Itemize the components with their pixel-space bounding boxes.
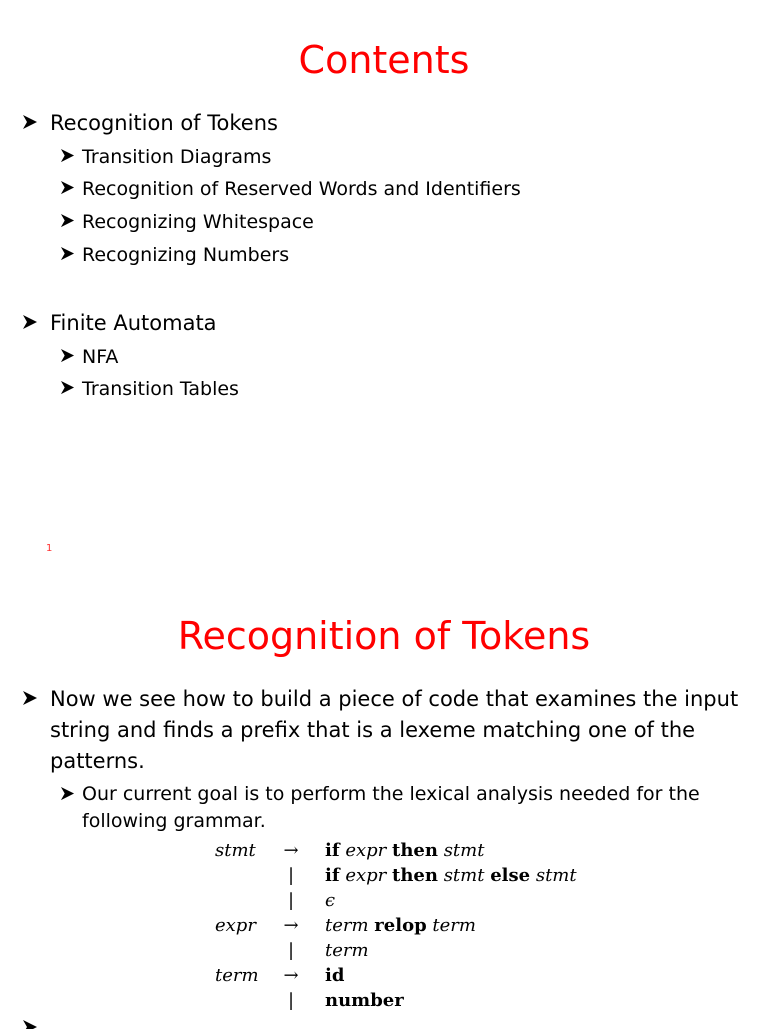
slide1-title: Contents [298, 38, 470, 82]
grammar-bar: | [287, 990, 295, 1011]
grammar-nonterminal: term [325, 940, 369, 961]
grammar-nonterminal: expr [345, 865, 387, 886]
grammar-arrow: → [283, 840, 299, 861]
arrow-bullet-icon [60, 246, 82, 261]
grammar-nonterminal: stmt [443, 840, 485, 861]
grammar-row [205, 865, 605, 890]
sub-bullet [60, 241, 289, 269]
section-label: Recognition of Tokens [50, 111, 278, 135]
arrow-bullet-icon [60, 213, 82, 228]
grammar-lhs: expr [215, 915, 256, 936]
arrow-bullet-icon [60, 180, 82, 195]
grammar-arrow: → [283, 965, 299, 986]
grammar-keyword: number [325, 990, 404, 1011]
grammar-rhs [325, 940, 369, 961]
grammar-keyword: then [392, 865, 438, 886]
grammar-keyword: then [392, 840, 438, 861]
grammar-bar: | [287, 890, 295, 911]
sub-bullet [60, 143, 271, 171]
sub-item-label: Recognizing Numbers [82, 244, 290, 266]
grammar-lhs: term [215, 965, 259, 986]
arrow-bullet-icon [22, 114, 50, 130]
grammar-keyword: if [325, 840, 340, 861]
grammar-keyword: relop [374, 915, 427, 936]
sub-bullet [60, 343, 118, 371]
arrow-bullet-icon [60, 348, 82, 363]
grammar-row [205, 965, 605, 990]
grammar-keyword: if [325, 865, 340, 886]
grammar-rhs [325, 840, 484, 861]
sub-bullet [60, 375, 239, 403]
grammar-row [205, 890, 605, 915]
grammar-arrow: → [283, 915, 299, 936]
grammar-rhs [325, 990, 404, 1011]
grammar-nonterminal: ϵ [325, 890, 336, 911]
sub-item-label: Recognition of Reserved Words and Identifiers [82, 178, 521, 200]
arrow-bullet-icon [60, 786, 82, 801]
arrow-bullet-icon [60, 148, 82, 163]
paragraph-line: string and finds a prefix that is a lexeme matching one of the [50, 718, 696, 742]
paragraph-text [50, 684, 738, 777]
section-label: Finite Automata [50, 311, 217, 335]
grammar-nonterminal: stmt [443, 865, 485, 886]
grammar-nonterminal: term [432, 915, 476, 936]
grammar-rhs [325, 890, 335, 911]
paragraph-line: patterns. [50, 749, 145, 773]
page-number: 1 [46, 543, 53, 554]
grammar-rhs [325, 915, 476, 936]
grammar-rhs [325, 965, 344, 986]
paragraph-bullet [22, 684, 738, 777]
grammar-row [205, 990, 605, 1015]
section-bullet [22, 308, 217, 339]
paragraph-line: Our current goal is to perform the lexical analysis needed for the [82, 783, 700, 805]
sub-bullet [60, 175, 521, 203]
arrow-bullet-icon [22, 314, 50, 330]
grammar-keyword: else [490, 865, 531, 886]
paragraph-line: Now we see how to build a piece of code that examines the input [50, 687, 739, 711]
grammar-keyword: id [325, 965, 345, 986]
grammar-nonterminal: stmt [535, 865, 577, 886]
paragraph-line: following grammar. [82, 810, 266, 832]
arrow-bullet-icon [22, 690, 50, 706]
grammar-row [205, 840, 605, 865]
grammar-row [205, 940, 605, 965]
grammar-rhs [325, 865, 577, 886]
sub-item-label: NFA [82, 346, 119, 368]
sub-item-label: Recognizing Whitespace [82, 211, 314, 233]
grammar-row [205, 915, 605, 940]
sub-item-label: Transition Tables [82, 378, 239, 400]
sub-paragraph-text [82, 781, 700, 835]
sub-item-label: Transition Diagrams [82, 146, 272, 168]
sub-bullet [60, 208, 314, 236]
grammar-productions [205, 840, 605, 1015]
slide2-title: Recognition of Tokens [177, 614, 591, 658]
grammar-bar: | [287, 865, 295, 886]
sub-paragraph-bullet [60, 781, 700, 835]
grammar-nonterminal: term [325, 915, 369, 936]
grammar-nonterminal: expr [345, 840, 387, 861]
section-bullet [22, 108, 278, 139]
grammar-lhs: stmt [215, 840, 256, 861]
grammar-bar: | [287, 940, 295, 961]
arrow-bullet-icon [60, 380, 82, 395]
